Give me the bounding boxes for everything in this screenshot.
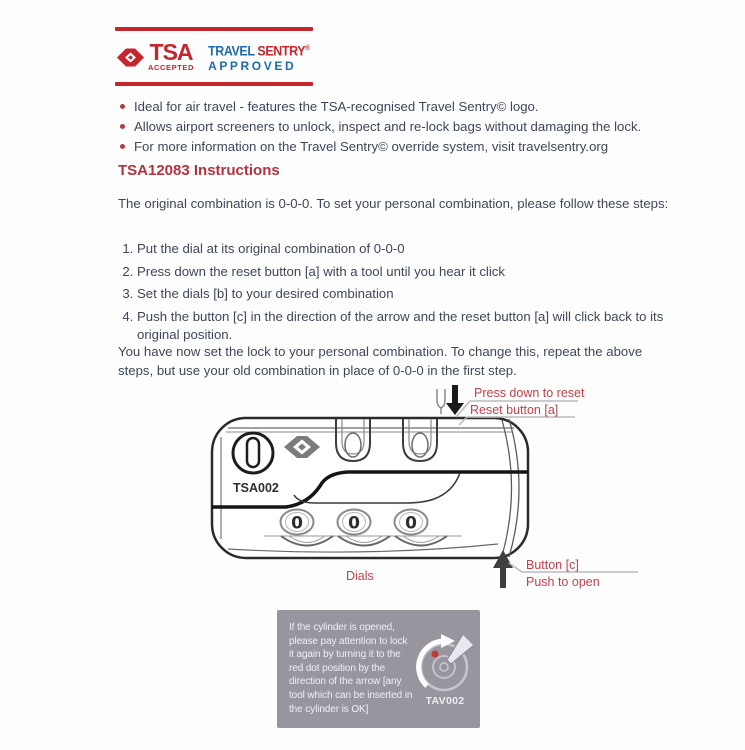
tsa-diamond-icon <box>117 48 144 67</box>
travel-wordmark: TRAVEL <box>208 43 255 59</box>
sentry-wordmark: SENTRY <box>257 43 306 59</box>
press-down-label: Press down to reset <box>474 386 585 400</box>
step-item: 1. Put the dial at its original combination of 0-0-0 <box>137 240 689 259</box>
lock-model-label: TSA002 <box>233 481 279 495</box>
cylinder-notice-text: If the cylinder is opened, please pay attention to lock it again by turning it to the red dot position by the direction of the arrow [any tool which can be inserted in the cylinder is OK] <box>289 622 413 715</box>
tsa-wordmark: TSA <box>149 39 193 65</box>
red-dot-marker <box>432 651 439 658</box>
step-item: 3. Set the dials [b] to your desired combination <box>137 285 689 304</box>
step-item: 4. Push the button [c] in the direction of the arrow and the reset button [a] will click back to its original position. <box>137 308 689 345</box>
reset-tool-icon <box>437 389 445 414</box>
instructions-intro: The original combination is 0-0-0. To set your personal combination, please follow these steps: <box>118 196 669 211</box>
dial-digit: 0 <box>291 513 303 534</box>
push-to-open-label: Push to open <box>526 575 600 589</box>
tsa-accepted-label: ACCEPTED <box>148 63 195 72</box>
dials-label: Dials <box>346 569 374 583</box>
inserted-tool-icon <box>447 634 474 664</box>
button-c-label: Button [c] <box>526 558 579 572</box>
step-item: 2. Press down the reset button [a] with a tool until you hear it click <box>137 263 689 282</box>
instructions-outro: You have now set the lock to your personal combination. To change this, repeat the above steps, but use your old combination in place of 0-0-0 in the first step. <box>118 344 643 378</box>
bullet-item: Ideal for air travel - features the TSA-recognised Travel Sentry© logo. <box>118 97 674 116</box>
registered-mark: ® <box>305 45 310 53</box>
cylinder-notice-box <box>277 610 480 728</box>
tsa-travel-sentry-logo <box>115 27 313 86</box>
lock-diagram <box>0 383 745 598</box>
bullet-item: For more information on the Travel Sentry© override system, visit travelsentry.org <box>118 137 674 156</box>
dial-digit: 0 <box>405 513 417 534</box>
logo-bottom-rule <box>115 82 313 86</box>
combination-dials <box>281 510 428 535</box>
instructions-heading: TSA12083 Instructions <box>118 162 280 179</box>
instructions-step-list <box>118 240 689 349</box>
dial-digit: 0 <box>348 513 360 534</box>
feature-bullet-list <box>118 97 674 157</box>
approved-wordmark: APPROVED <box>208 58 297 73</box>
bullet-item: Allows airport screeners to unlock, inspect and re-lock bags without damaging the lock. <box>118 117 674 136</box>
cylinder-model-label: TAV002 <box>425 695 465 707</box>
reset-button-label: Reset button [a] <box>470 403 559 417</box>
cylinder-lock-icon <box>414 631 476 699</box>
